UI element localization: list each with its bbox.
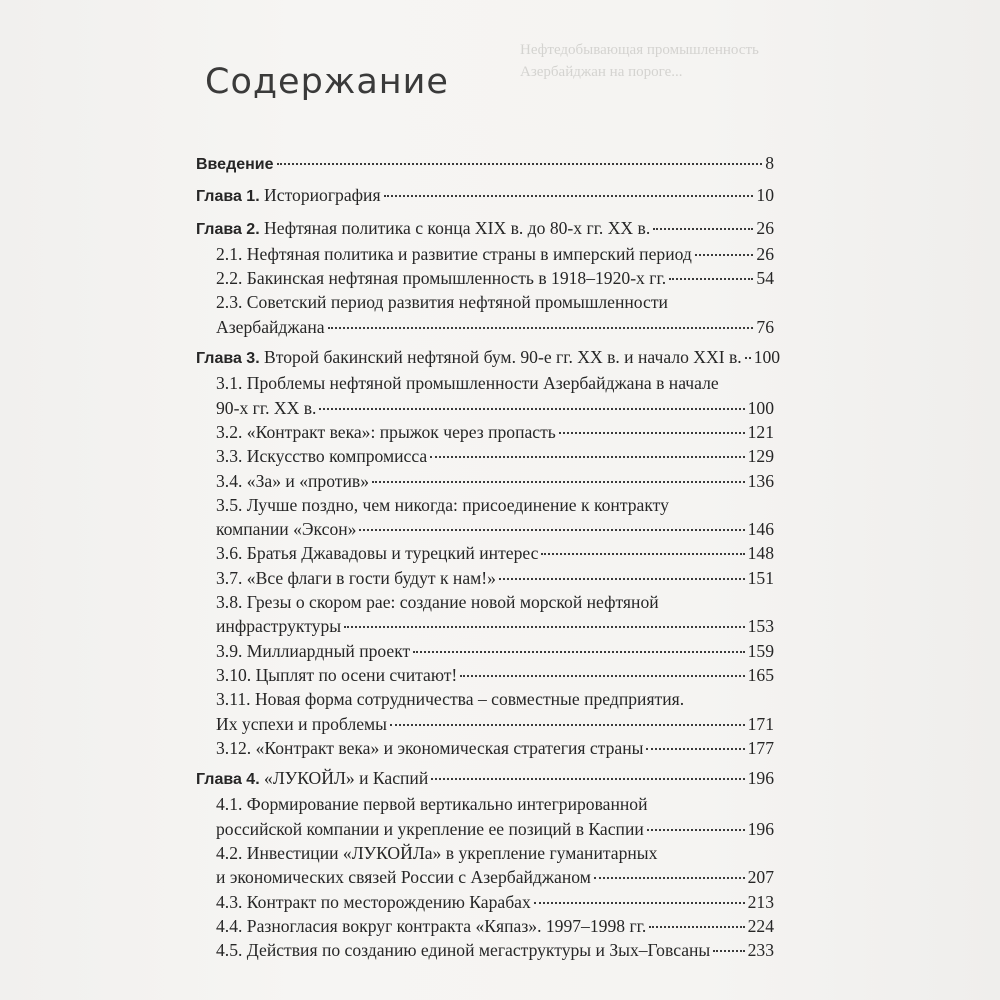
leader-dots [745, 357, 751, 359]
leader-dots [647, 829, 745, 831]
leader-dots [541, 553, 744, 555]
section-name-continued: Азербайджана [216, 316, 325, 337]
toc-chapter[interactable] [196, 216, 774, 242]
leader-dots [460, 675, 744, 677]
section-number: 4.4. [216, 915, 243, 936]
leader-dots [653, 228, 753, 230]
chapter-title [196, 345, 742, 371]
chapter-label: Глава 4. [196, 771, 260, 789]
chapter-title [196, 183, 381, 209]
section-name: «За» и «против» [242, 470, 370, 491]
section-title [216, 590, 774, 614]
section-title [216, 841, 774, 865]
toc-section[interactable] [196, 444, 774, 468]
toc-chapter[interactable] [196, 766, 774, 792]
toc-section[interactable] [196, 290, 774, 339]
section-name: Разногласия вокруг контракта «Кяпаз». 1997–1998 гг. [242, 915, 647, 936]
section-number: 3.1. [216, 373, 243, 394]
section-title [216, 687, 774, 711]
page-number: 224 [747, 915, 774, 936]
page-number: 26 [756, 243, 774, 264]
section-number: 2.2. [216, 268, 243, 289]
leader-dots [372, 481, 745, 483]
toc-section[interactable] [196, 566, 774, 590]
section-title [216, 890, 531, 914]
section-number: 2.1. [216, 243, 243, 264]
section-name: «Контракт века» и экономическая стратегия страны [251, 737, 644, 758]
toc-section[interactable] [196, 639, 774, 663]
section-title [216, 541, 538, 565]
page-number: 207 [747, 867, 774, 888]
chapter-name: Историография [259, 185, 381, 206]
leader-dots [344, 626, 745, 628]
leader-dots [499, 578, 745, 580]
toc-section[interactable] [196, 792, 774, 841]
leader-dots [277, 163, 763, 165]
leader-dots [534, 902, 745, 904]
section-number: 4.3. [216, 891, 243, 912]
toc-section[interactable] [196, 590, 774, 639]
section-name: Грезы о скором рае: создание новой морской нефтяной [242, 592, 659, 613]
toc-chapter[interactable] [196, 151, 774, 177]
section-name-continued: и экономических связей России с Азербайджаном [216, 867, 591, 888]
toc-section[interactable] [196, 736, 774, 760]
page-number: 136 [747, 470, 774, 491]
section-name: Действия по созданию единой мегаструктуры и Зых–Говсаны [242, 940, 711, 961]
chapter-label: Введение [196, 156, 274, 173]
section-number: 2.3. [216, 292, 243, 313]
chapter-name: «ЛУКОЙЛ» и Каспий [259, 768, 429, 789]
section-title [216, 736, 643, 760]
leader-dots [319, 408, 744, 410]
leader-dots [431, 778, 744, 780]
section-title [216, 493, 774, 517]
section-title [216, 938, 710, 962]
section-number: 3.2. [216, 421, 243, 442]
section-name-continued: 90-х гг. XX в. [216, 397, 317, 418]
section-title [216, 242, 692, 266]
section-title [216, 290, 774, 314]
section-title [216, 914, 646, 938]
leader-dots [328, 327, 754, 329]
leader-dots [413, 651, 744, 653]
toc-section[interactable] [196, 242, 774, 266]
page-number: 177 [747, 737, 774, 758]
section-name: Миллиардный проект [242, 640, 411, 661]
section-number: 3.10. [216, 664, 252, 685]
chapter-label: Глава 3. [196, 350, 260, 368]
section-name: «Все флаги в гости будут к нам!» [242, 567, 496, 588]
toc-chapter[interactable] [196, 183, 774, 209]
toc-section[interactable] [196, 841, 774, 890]
section-name: Советский период развития нефтяной промышленности [242, 292, 668, 313]
section-number: 4.2. [216, 843, 243, 864]
page-number: 76 [756, 316, 774, 337]
toc-section[interactable] [196, 266, 774, 290]
toc-section[interactable] [196, 890, 774, 914]
page-title: Содержание [205, 62, 449, 102]
page-number: 100 [753, 347, 781, 368]
page-number: 213 [747, 891, 774, 912]
bleed-through-text: Нефтедобывающая промышленность [520, 42, 759, 58]
section-number: 4.1. [216, 794, 243, 815]
section-number: 4.5. [216, 940, 243, 961]
chapter-label: Глава 2. [196, 220, 260, 238]
section-title [216, 469, 369, 493]
page-number: 196 [747, 768, 774, 789]
section-name: Инвестиции «ЛУКОЙЛа» в укрепление гуманитарных [242, 843, 658, 864]
chapter-title [196, 766, 428, 792]
page-number: 233 [747, 940, 774, 961]
chapter-name: Второй бакинский нефтяной бум. 90-е гг. XX в. и начало XXI в. [259, 347, 742, 368]
section-title [216, 663, 457, 687]
page-number: 54 [756, 268, 774, 289]
section-title [216, 420, 556, 444]
toc-section[interactable] [196, 687, 774, 736]
bleed-through-text: Азербайджан на пороге... [520, 64, 683, 80]
section-name: Братья Джавадовы и турецкий интерес [242, 543, 539, 564]
page-number: 153 [747, 616, 774, 637]
leader-dots [594, 877, 745, 879]
section-title [216, 566, 496, 590]
toc-section[interactable] [196, 420, 774, 444]
section-number: 3.5. [216, 494, 243, 515]
section-title [216, 639, 410, 663]
section-name-continued: инфраструктуры [216, 616, 342, 637]
leader-dots [384, 195, 754, 197]
section-name: Цыплят по осени считают! [251, 664, 458, 685]
section-number: 3.3. [216, 446, 243, 467]
section-number: 3.9. [216, 640, 243, 661]
section-number: 3.12. [216, 737, 252, 758]
page-number: 146 [747, 519, 774, 540]
leader-dots [649, 926, 744, 928]
toc-section[interactable] [196, 541, 774, 565]
toc-section[interactable] [196, 663, 774, 687]
page-number: 121 [747, 421, 774, 442]
leader-dots [430, 456, 744, 458]
section-name: Искусство компромисса [242, 446, 428, 467]
page-number: 148 [747, 543, 774, 564]
toc-section[interactable] [196, 469, 774, 493]
leader-dots [559, 432, 745, 434]
section-number: 3.4. [216, 470, 243, 491]
section-name: Контракт по месторождению Карабах [242, 891, 531, 912]
toc-section[interactable] [196, 371, 774, 420]
leader-dots [359, 529, 744, 531]
section-name-continued: компании «Эксон» [216, 519, 357, 540]
page-number: 171 [747, 713, 774, 734]
section-number: 3.11. [216, 689, 251, 710]
page-number: 165 [747, 664, 774, 685]
page-number: 26 [756, 217, 774, 238]
chapter-title [196, 151, 274, 177]
section-name: Новая форма сотрудничества – совместные предприятия. [250, 689, 685, 710]
chapter-label: Глава 1. [196, 188, 260, 206]
chapter-name: Нефтяная политика с конца XIX в. до 80-х гг. XX в. [259, 217, 651, 238]
section-title [216, 266, 666, 290]
page-number: 196 [747, 818, 774, 839]
section-name-continued: Их успехи и проблемы [216, 713, 387, 734]
leader-dots [390, 724, 745, 726]
section-name: Проблемы нефтяной промышленности Азербайджана в начале [242, 373, 719, 394]
toc-section[interactable] [196, 938, 774, 962]
section-name: Нефтяная политика и развитие страны в имперский период [242, 243, 692, 264]
page-number: 129 [747, 446, 774, 467]
toc-section[interactable] [196, 914, 774, 938]
page-number: 100 [747, 397, 774, 418]
leader-dots [695, 254, 754, 256]
section-title [216, 371, 774, 395]
page-number: 10 [756, 185, 774, 206]
leader-dots [646, 748, 744, 750]
section-name: Бакинская нефтяная промышленность в 1918–1920-х гг. [242, 268, 667, 289]
toc-section[interactable] [196, 493, 774, 542]
page-number: 159 [747, 640, 774, 661]
leader-dots [669, 278, 753, 280]
section-name: «Контракт века»: прыжок через пропасть [242, 421, 556, 442]
section-title [216, 792, 774, 816]
chapter-title [196, 216, 650, 242]
table-of-contents [196, 151, 781, 963]
section-number: 3.6. [216, 543, 243, 564]
section-number: 3.8. [216, 592, 243, 613]
section-name: Лучше поздно, чем никогда: присоединение к контракту [242, 494, 669, 515]
page-number: 8 [765, 153, 774, 173]
section-name-continued: российской компании и укрепление ее позиций в Каспии [216, 818, 644, 839]
section-name: Формирование первой вертикально интегрированной [242, 794, 648, 815]
toc-chapter[interactable] [196, 345, 781, 371]
page-number: 151 [747, 567, 774, 588]
section-number: 3.7. [216, 567, 243, 588]
leader-dots [713, 950, 744, 952]
section-title [216, 444, 427, 468]
